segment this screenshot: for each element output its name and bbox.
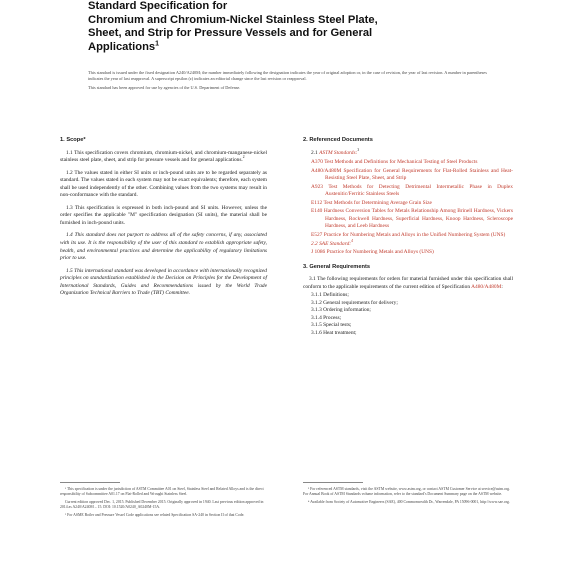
scope-para-1-text: 1.1 This specification covers chromium, chromium-nickel, and chromium-manganese-nickel stainless steel plate, sheet, and strip for pressure vessels and for general applications.	[60, 149, 267, 164]
title-line-1: Standard Specification for	[88, 0, 228, 12]
spec-a480-link[interactable]: A480/A480M	[471, 283, 502, 290]
general-list-item: 3.1.5 Special tests;	[311, 322, 352, 329]
ref-item[interactable]	[303, 159, 513, 167]
astm-footnote-marker: 3	[357, 147, 360, 152]
sae-standard-label[interactable]	[311, 238, 513, 249]
scope-para-2: 1.2 The values stated in either SI units or inch-pound units are to be regarded separately as standard. The values stated in each system may not be exact equivalents; therefore, each system shall be used independently of the other. Combining values from the two systems may result in non-conformance with the standard.	[60, 169, 267, 199]
scope-heading: 1. Scope*	[60, 137, 86, 143]
ref-item[interactable]	[303, 232, 513, 240]
astm-intro-number: 2.1	[311, 149, 320, 156]
footnote-edition: Current edition approved Dec. 1, 2015. Published December 2015. Originally approved in 1940. Last previous edition approved in 2014 as A240/A240M – 15. DOI: 10.1520/A0240_A0240M-15A.	[60, 500, 264, 510]
astm-standards-link[interactable]: ASTM Standards:	[319, 149, 358, 156]
referenced-documents-heading: 2. Referenced Documents	[303, 137, 373, 143]
scope-footnote-marker: 2	[242, 155, 245, 160]
ref-title-link[interactable]: Hardness Conversion Tables for Metals Relationship Among Brinell Hardness, Vickers Hardness, Rockwell Hardness, Superficial Hardness, Knoop Hardness, Scleroscope Hardness, and Leeb Hardness	[323, 208, 513, 230]
intro-block	[88, 70, 493, 95]
footnote-4: ⁴ Available from Society of Automotive Engineers (SAE), 400 Commonwealth Dr., Warrendale, PA 15096-0001, http://www.sae.org.	[308, 500, 510, 505]
document-title	[88, 0, 508, 54]
astm-standards-label	[311, 147, 513, 158]
general-para-1-text: 3.1 The following requirements for orders for material furnished under this specification shall conform to the applicable requirements of the current edition of Specification	[303, 276, 513, 290]
scope-para-1	[60, 150, 267, 165]
footnote-3: ³ For referenced ASTM standards, visit the ASTM website, www.astm.org, or contact ASTM Customer Service at service@astm.org. For Annual Book of ASTM Standards volume information, refer to the standard's Document Summary page on the ASTM website.	[303, 487, 510, 497]
footnotes-left	[60, 482, 267, 521]
scope-para-5: 1.5 This international standard was developed in accordance with internationally recognized principles on standardization established in the Decision on Principles for the Development of International Standards, Guides and Recommendations issued by the World Trade Organization Technical Barriers to Trade (TBT) Committee.	[60, 267, 267, 297]
ref-code-link[interactable]: E527	[311, 232, 323, 239]
right-column	[303, 137, 513, 338]
general-para-1: 3.1 The following requirements for orders for material furnished under this specification shall conform to the applicable requirements of the current edition of Specification A480/A480M:	[303, 276, 513, 290]
general-list-item: 3.1.2 General requirements for delivery;	[311, 299, 398, 306]
ref-title-link[interactable]: Practice for Numbering Metals and Alloys (UNS)	[326, 249, 434, 256]
general-list-item: 3.1.6 Heat treatment;	[311, 330, 357, 337]
title-footnote-marker: 1	[155, 39, 160, 47]
general-list-item: 3.1.1 Definitions;	[311, 292, 349, 299]
ref-item[interactable]	[303, 168, 513, 183]
title-line-4-text: Applications	[88, 40, 156, 53]
ref-title-link[interactable]: Test Methods for Detecting Detrimental Intermetallic Phase in Duplex Austenitic/Ferritic Stainless Steels	[325, 183, 513, 198]
title-line-4	[88, 41, 508, 55]
footnote-1: ¹ This specification is under the jurisdiction of ASTM Committee A01 on Steel, Stainless Steel and Related Alloys and is the direct responsibility of Subcommittee A01.17 on Flat-Rolled and Wrought Stainless Steel.	[60, 487, 264, 497]
title-line-3: Sheet, and Strip for Pressure Vessels and for General	[88, 27, 373, 39]
ref-code-link[interactable]: A370	[311, 159, 323, 166]
footnote-2: ² For ASME Boiler and Pressure Vessel Code applications see related Specification SA-240 in Section II of that Code.	[65, 513, 245, 518]
ref-title-link[interactable]: Test Methods and Definitions for Mechanical Testing of Steel Products	[324, 159, 478, 166]
ref-title-link[interactable]: Test Methods for Determining Average Grain Size	[323, 199, 432, 206]
ref-code-link[interactable]: E140	[311, 208, 323, 215]
general-list-item: 3.1.4 Process;	[311, 314, 342, 321]
ref-code-link[interactable]: J 1086	[311, 249, 326, 256]
ref-code-link[interactable]: A480/A480M	[311, 167, 342, 174]
left-column	[60, 137, 267, 303]
ref-title-link[interactable]: Practice for Numbering Metals and Alloys in the Unified Numbering System (UNS)	[323, 232, 506, 239]
scope-para-3: 1.3 This specification is expressed in both inch-pound and SI units. However, unless the order specifies the applicable "M" specification designation (SI units), the material shall be furnished in inch-pound units.	[60, 204, 267, 226]
footnote-rule	[60, 482, 120, 483]
ref-code-link[interactable]: E112	[311, 199, 323, 206]
scope-para-4: 1.4 This standard does not purport to address all of the safety concerns, if any, associated with its use. It is the responsibility of the user of this standard to establish appropriate safety, health, and environmental practices and determine the applicability of regulatory limitations prior to use.	[60, 232, 267, 262]
footnotes-right	[303, 482, 513, 508]
designation-note: This standard is issued under the fixed designation A240/A240M; the number immediately following the designation indicates the year of original adoption or, in the case of revision, the year of last revision. A number in parentheses indicates the year of last reapproval. A superscript epsilon (ε) indicates an editorial change since the last revision or reapproval.	[88, 70, 487, 81]
general-requirements-heading: 3. General Requirements	[303, 263, 371, 270]
sae-footnote-marker: 4	[351, 238, 353, 243]
ref-title-link[interactable]: Specification for General Requirements for Flat-Rolled Stainless and Heat-Resisting Steel Plate, Sheet, and Strip	[325, 167, 513, 182]
sae-standard-text[interactable]: 2.2 SAE Standard:	[311, 240, 352, 247]
ref-item[interactable]	[303, 208, 513, 231]
ref-code-link[interactable]: A923	[311, 183, 323, 190]
title-line-2: Chromium and Chromium-Nickel Stainless Steel Plate,	[88, 13, 378, 26]
ref-item[interactable]	[303, 249, 513, 257]
footnote-rule	[303, 482, 363, 483]
dod-approval-note: This standard has been approved for use by agencies of the U.S. Department of Defense.	[88, 85, 241, 91]
ref-item[interactable]	[303, 184, 513, 199]
ref-item[interactable]	[303, 200, 513, 208]
general-list-item: 3.1.3 Ordering information;	[311, 307, 371, 314]
